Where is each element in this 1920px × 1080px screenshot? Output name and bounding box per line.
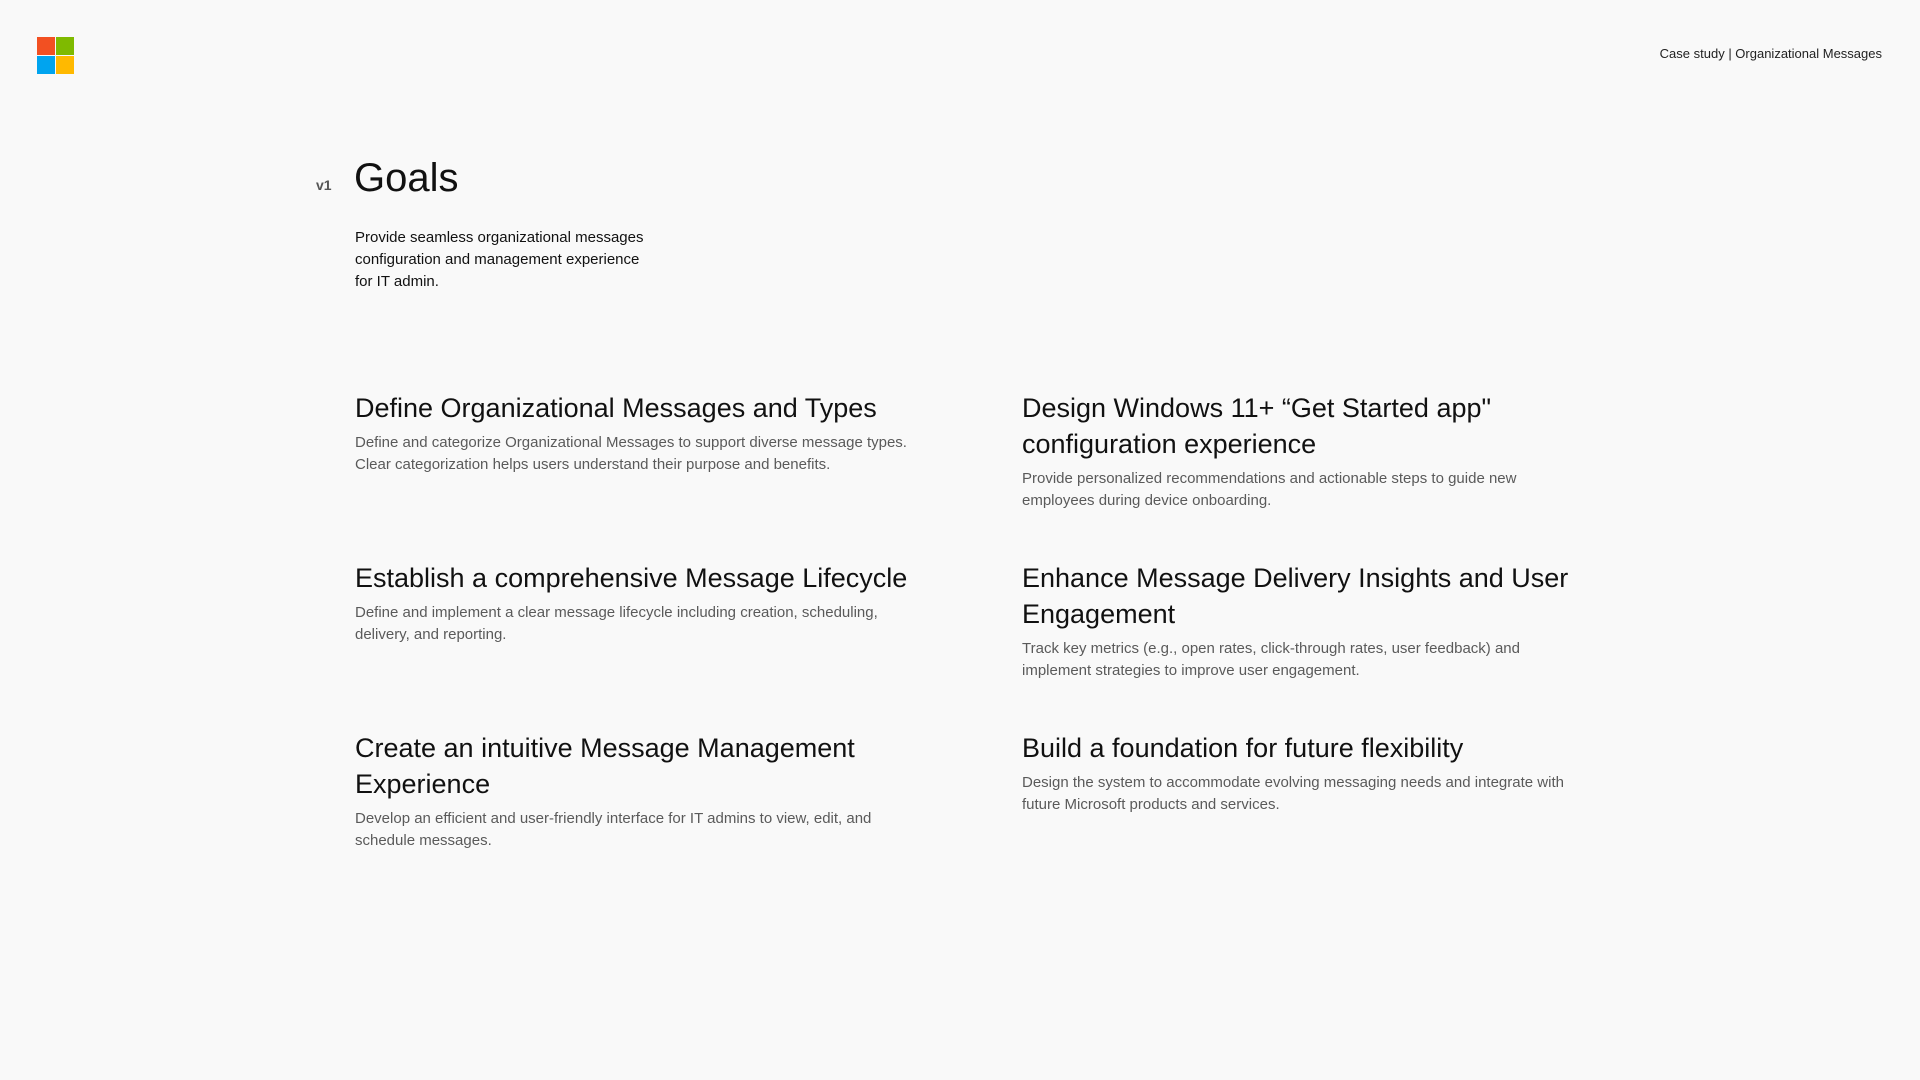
version-label: v1 <box>316 177 332 193</box>
header-case-study-label: Case study | Organizational Messages <box>1659 46 1882 61</box>
goal-description: Define and categorize Organizational Messages to support diverse message types. Clear categorization helps users understand their purpose and benefits. <box>355 434 907 473</box>
goal-description: Track key metrics (e.g., open rates, click-through rates, user feedback) and implement strategies to improve user engagement. <box>1022 640 1520 679</box>
goal-item-delivery-insights <box>1022 560 1582 682</box>
goal-title: Define Organizational Messages and Types <box>355 393 877 423</box>
logo-square-green <box>56 37 74 55</box>
goal-description: Provide personalized recommendations and actionable steps to guide new employees during device onboarding. <box>1022 470 1517 509</box>
goal-description: Develop an efficient and user-friendly interface for IT admins to view, edit, and schedule messages. <box>355 810 872 849</box>
goal-title: Create an intuitive Message Management Experience <box>355 733 855 799</box>
goal-item-get-started-app <box>1022 390 1582 512</box>
goal-description: Design the system to accommodate evolving messaging needs and integrate with future Microsoft products and services. <box>1022 774 1564 813</box>
goal-description: Define and implement a clear message lifecycle including creation, scheduling, delivery, and reporting. <box>355 604 878 643</box>
goal-item-define-messages <box>355 390 915 476</box>
goal-title: Establish a comprehensive Message Lifecycle <box>355 563 908 593</box>
goal-title: Design Windows 11+ “Get Started app" configuration experience <box>1022 393 1492 459</box>
logo-square-red <box>37 37 55 55</box>
intro-text: Provide seamless organizational messages configuration and management experience for IT admin. <box>355 229 644 290</box>
goal-title: Build a foundation for future flexibility <box>1022 733 1464 763</box>
goal-item-message-lifecycle <box>355 560 915 646</box>
goal-title: Enhance Message Delivery Insights and User Engagement <box>1022 563 1569 629</box>
logo-square-blue <box>37 56 55 74</box>
logo-square-yellow <box>56 56 74 74</box>
page-title: Goals <box>354 156 459 200</box>
goal-item-future-flexibility <box>1022 730 1582 816</box>
microsoft-logo-icon <box>37 37 74 74</box>
goal-item-message-management <box>355 730 915 852</box>
